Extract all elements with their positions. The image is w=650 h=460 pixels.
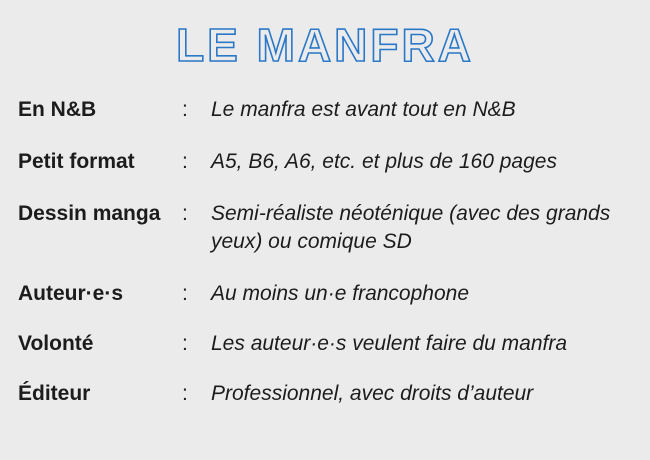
row-term: Auteur·e·s (18, 282, 124, 305)
row-term: Volonté (18, 332, 94, 355)
row-definition: Au moins un·e francophone (211, 282, 469, 305)
row-separator: : (182, 382, 188, 405)
row-separator: : (182, 150, 188, 173)
row-definition: Le manfra est avant tout en N&B (211, 98, 516, 121)
row-term: Dessin manga (18, 202, 161, 225)
row-separator: : (182, 332, 188, 355)
page-title (0, 14, 650, 74)
row-definition: Semi-réaliste néoténique (avec des grands yeux) ou comique SD (211, 202, 611, 253)
row-term: Éditeur (18, 382, 91, 405)
row-separator: : (182, 202, 188, 225)
page-title-text (0, 14, 650, 74)
row-definition: A5, B6, A6, etc. et plus de 160 pages (211, 150, 557, 173)
row-separator: : (182, 282, 188, 305)
svg-text:LE MANFRA: LE MANFRA (176, 19, 474, 71)
row-definition: Les auteur·e·s veulent faire du manfra (211, 332, 568, 355)
row-term: En N&B (18, 98, 97, 121)
row-term: Petit format (18, 150, 135, 173)
row-separator: : (182, 98, 188, 121)
row-definition: Professionnel, avec droits d’auteur (211, 382, 534, 405)
